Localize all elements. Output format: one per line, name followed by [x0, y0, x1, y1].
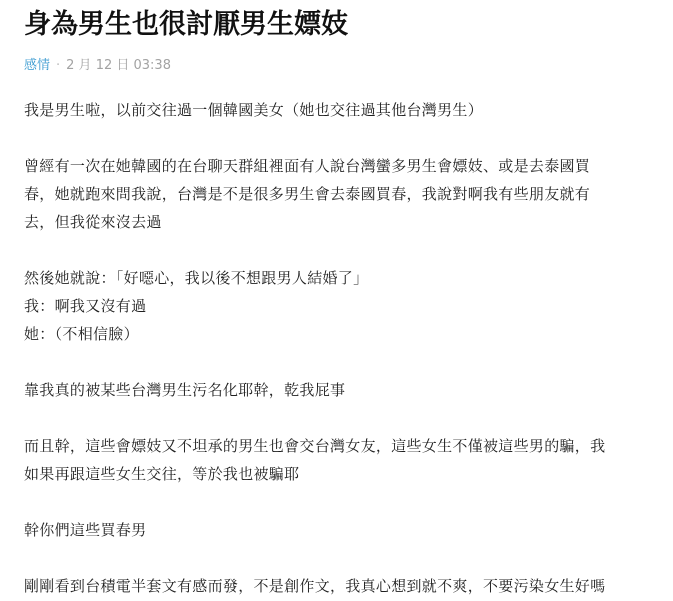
content-line: 如果再跟這些女生交往，等於我也被騙耶 — [24, 465, 300, 483]
content-line: 我是男生啦，以前交往過一個韓國美女（她也交往過其他台灣男生） — [24, 101, 484, 119]
category-link[interactable]: 感情 — [24, 58, 51, 73]
content-blank-line — [24, 348, 654, 376]
content-line: 然後她就說：「好噁心，我以後不想跟男人結婚了」 — [24, 269, 369, 287]
post-meta — [24, 57, 171, 75]
post-content — [24, 96, 654, 600]
content-line: 剛剛看到台積電半套文有感而發，不是創作文，我真心想到就不爽，不要污染女生好嗎 — [24, 577, 606, 595]
post-timestamp: 2 月 12 日 03:38 — [66, 58, 171, 73]
content-line: 而且幹，這些會嫖妓又不坦承的男生也會交台灣女友，這些女生不僅被這些男的騙，我 — [24, 437, 606, 455]
content-line: 我：啊我又沒有過 — [24, 297, 147, 315]
content-blank-line — [24, 404, 654, 432]
content-blank-line — [24, 488, 654, 516]
post-title: 身為男生也很討厭男生嫖妓 — [24, 9, 348, 40]
content-line: 她：（不相信臉） — [24, 325, 139, 343]
content-line: 幹你們這些買春男 — [24, 521, 147, 539]
content-blank-line — [24, 544, 654, 572]
content-line: 春，她就跑來問我說，台灣是不是很多男生會去泰國買春，我說對啊我有些朋友就有 — [24, 185, 591, 203]
meta-separator: · — [56, 58, 61, 73]
content-line: 曾經有一次在她韓國的在台聊天群組裡面有人說台灣蠻多男生會嫖妓、或是去泰國買 — [24, 157, 591, 175]
content-blank-line — [24, 124, 654, 152]
content-line: 靠我真的被某些台灣男生污名化耶幹，乾我屁事 — [24, 381, 346, 399]
content-line: 去，但我從來沒去過 — [24, 213, 162, 231]
content-blank-line — [24, 236, 654, 264]
